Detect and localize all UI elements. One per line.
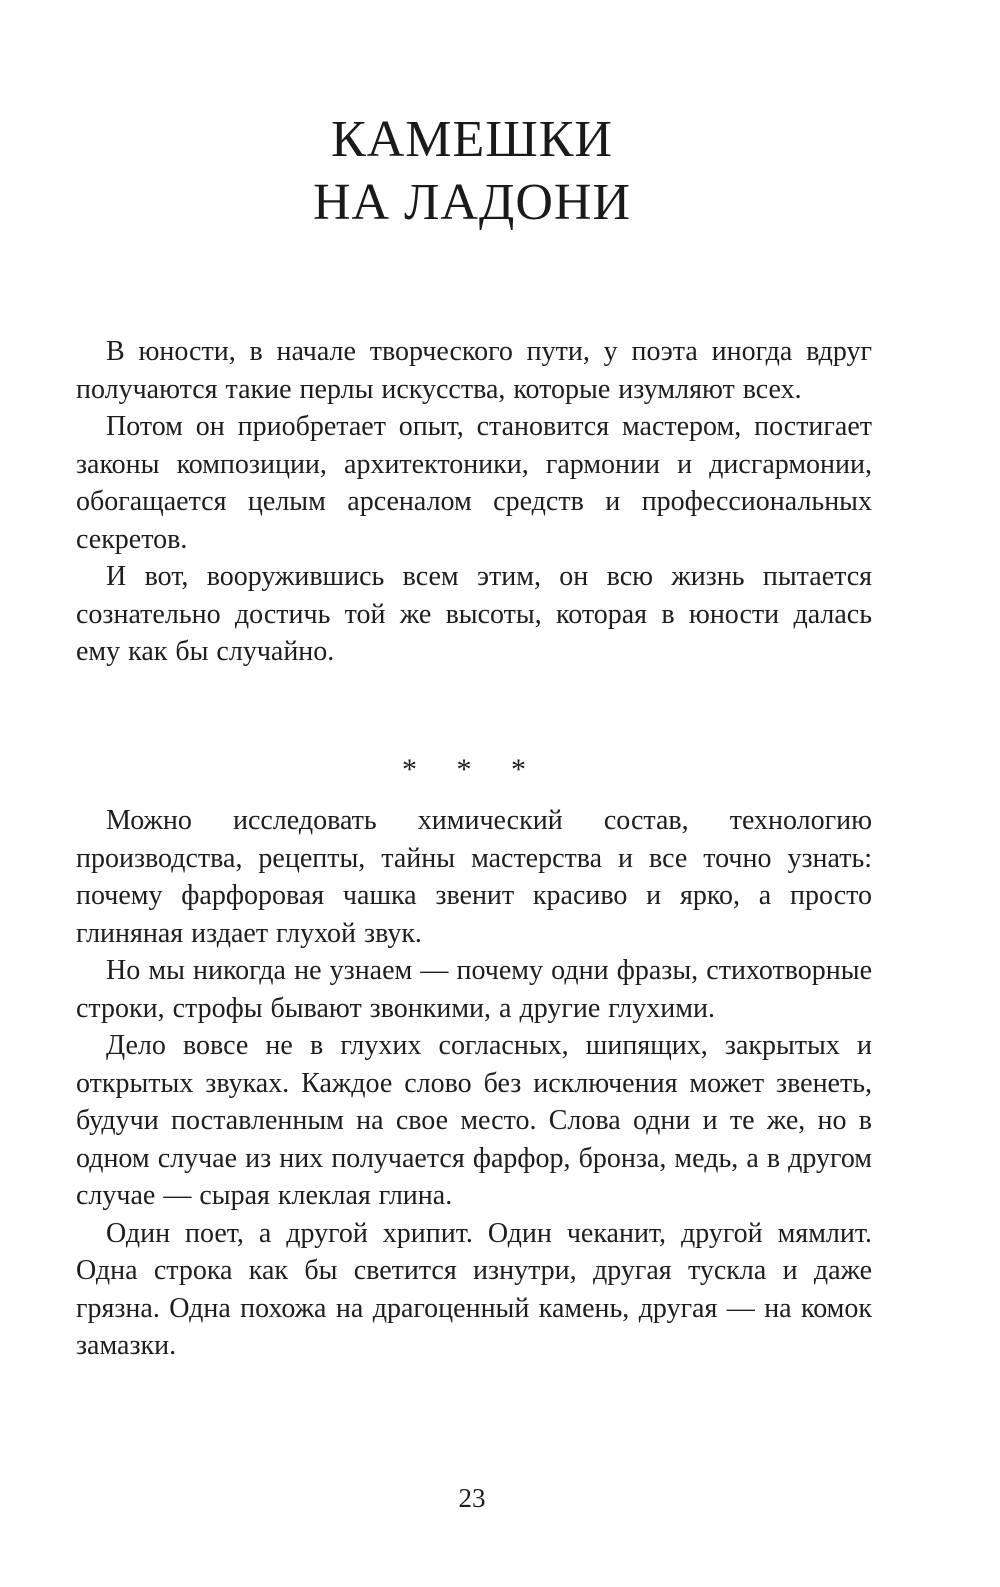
chapter-title-line-1: КАМЕШКИ <box>331 111 613 168</box>
paragraph: Один поет, а другой хрипит. Один чеканит, другой мямлит. Одна строка как бы светится изнутри, другая тускла и даже грязна. Одна похожа на драгоценный камень, другая — на комок замазки. <box>76 1217 872 1361</box>
paragraph: И вот, вооружившись всем этим, он всю жизнь пытается сознательно достичь той же высоты, которая в юности далась ему как бы случайно. <box>76 561 872 667</box>
page-number: 23 <box>458 1483 486 1513</box>
section-divider: * * * <box>402 753 542 786</box>
section-2 <box>76 802 872 1365</box>
section-1 <box>76 333 872 671</box>
paragraph: Но мы никогда не узнаем — почему одни фразы, стихотворные строки, строфы бывают звонкими, а другие глухими. <box>76 955 872 1024</box>
chapter-title-line-2: НА ЛАДОНИ <box>312 174 632 231</box>
paragraph: Потом он приобретает опыт, становится мастером, постигает законы композиции, архитектоники, гармонии и дисгармонии, обогащается целым арсеналом средств и профессиональных секретов. <box>76 411 872 555</box>
paragraph: Дело вовсе не в глухих согласных, шипящих, закрытых и открытых звуках. Каждое слово без исключения может звенеть, будучи поставленным на свое место. Слова одни и те же, но в одном случае из них получается фарфор, бронза, медь, а в другом случае — сырая клеклая глина. <box>76 1030 872 1211</box>
paragraph: В юности, в начале творческого пути, у поэта иногда вдруг получаются такие перлы искусства, которые изумляют всех. <box>76 336 872 405</box>
chapter-title <box>0 108 944 234</box>
paragraph: Можно исследовать химический состав, технологию производства, рецепты, тайны мастерства и все точно узнать: почему фарфоровая чашка звенит красиво и ярко, а просто глиняная издает глухой звук. <box>76 805 872 949</box>
